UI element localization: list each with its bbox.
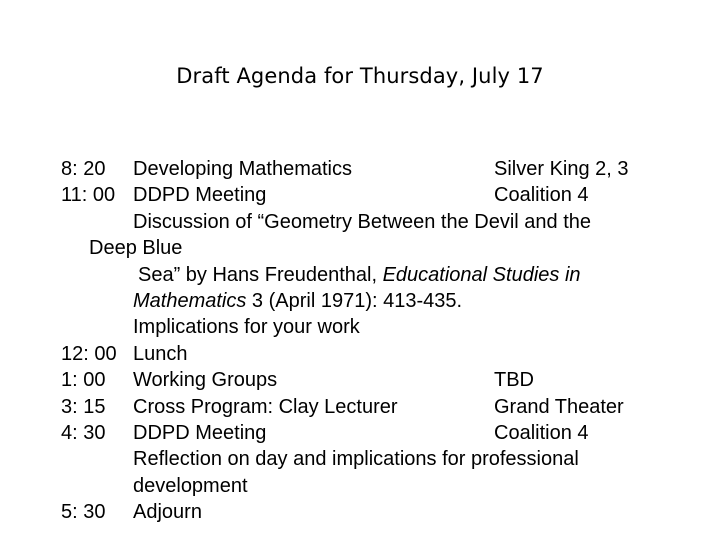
agenda-time: 3: 15 [61,395,106,418]
agenda-list [0,156,720,525]
agenda-row-0100 [0,367,720,393]
discussion-citation: 3 (April 1971): 413-435. [246,289,463,312]
discussion-line-2 [0,235,720,261]
agenda-time: 12: 00 [61,342,117,365]
agenda-description: Adjourn [133,501,202,524]
discussion-text: Discussion of “Geometry Between the Devil and the [133,210,591,233]
agenda-row-0530 [0,499,720,525]
agenda-row-0315 [0,394,720,420]
agenda-row-1200 [0,341,720,367]
agenda-description: Cross Program: Clay Lecturer [133,395,398,418]
agenda-row-0430 [0,420,720,446]
agenda-time: 1: 00 [61,369,106,392]
discussion-citation: Sea” by Hans Freudenthal, [138,263,383,286]
discussion-line-1 [0,209,720,235]
agenda-location: TBD [494,369,534,392]
agenda-time: 11: 00 [61,184,116,207]
reflection-line-1 [0,446,720,472]
discussion-line-4 [0,288,720,314]
journal-name: Mathematics [133,289,247,312]
reflection-text: development [133,474,248,497]
discussion-text [133,288,462,314]
agenda-time: 4: 30 [61,421,106,444]
agenda-title: Draft Agenda for Thursday, July 17 [176,64,544,88]
agenda-time: 5: 30 [61,501,106,524]
agenda-description: Developing Mathematics [133,158,352,180]
agenda-row-1100 [0,182,720,208]
agenda-description: DDPD Meeting [133,184,267,207]
reflection-text: Reflection on day and implications for professional [133,448,579,471]
agenda-location: Coalition 4 [494,184,589,207]
discussion-text: Deep Blue [89,237,183,260]
agenda-location: Coalition 4 [494,421,589,444]
agenda-location: Grand Theater [494,395,624,418]
discussion-text [138,262,581,288]
agenda-description: Lunch [133,342,188,365]
agenda-time: 8: 20 [61,158,106,180]
discussion-text: Implications for your work [133,316,360,339]
discussion-line-3 [0,262,720,288]
reflection-line-2 [0,473,720,499]
agenda-location: Silver King 2, 3 [494,158,629,180]
discussion-line-5 [0,314,720,340]
agenda-description: DDPD Meeting [133,421,267,444]
agenda-description: Working Groups [133,369,278,392]
journal-name: Educational Studies in [382,263,581,286]
agenda-row-0820 [0,156,720,182]
